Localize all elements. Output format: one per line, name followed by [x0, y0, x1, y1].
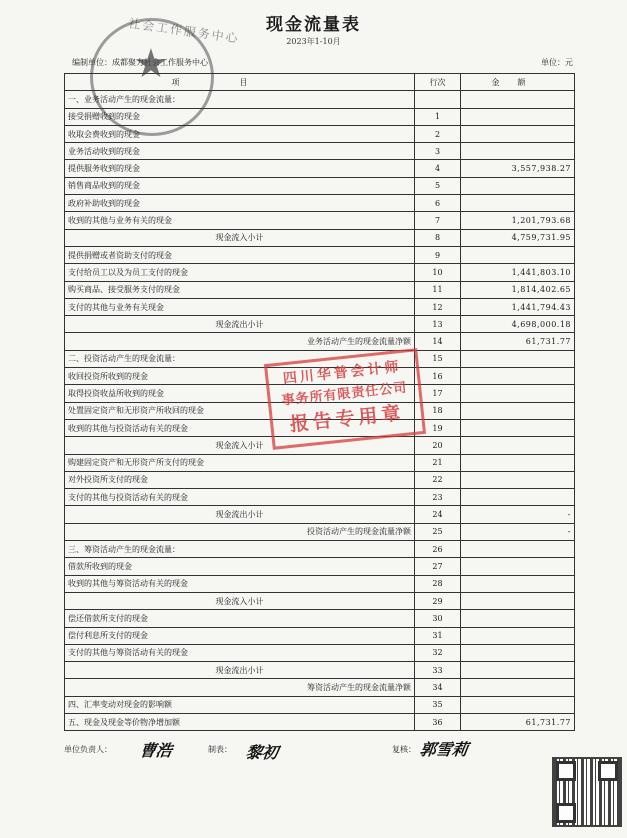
row-item-label: 筹资活动产生的现金流量净额 — [65, 679, 415, 696]
table-row — [65, 627, 575, 644]
row-number: 8 — [415, 229, 461, 246]
row-amount — [461, 644, 575, 661]
row-item-label: 接受捐赠收到的现金 — [65, 108, 415, 125]
table-row — [65, 454, 575, 471]
row-amount — [461, 696, 575, 713]
table-row — [65, 264, 575, 281]
org-seal-text: 社会工作服务中心 — [127, 16, 241, 46]
row-item-label: 现金流出小计 — [65, 662, 415, 679]
row-number: 14 — [415, 333, 461, 350]
table-row — [65, 713, 575, 730]
row-amount — [461, 108, 575, 125]
row-number: 16 — [415, 368, 461, 385]
row-amount: 61,731.77 — [461, 713, 575, 730]
row-item-label: 收取会费收到的现金 — [65, 125, 415, 142]
document-title: 现金流量表 — [266, 15, 361, 35]
row-item-label: 取得投资收益所收到的现金 — [65, 385, 415, 402]
row-number: 24 — [415, 506, 461, 523]
table-row — [65, 489, 575, 506]
row-number: 2 — [415, 125, 461, 142]
row-item-label: 现金流入小计 — [65, 229, 415, 246]
table-header-row — [65, 74, 575, 91]
row-number: 21 — [415, 454, 461, 471]
row-number: 23 — [415, 489, 461, 506]
row-item-label: 提供服务收到的现金 — [65, 160, 415, 177]
row-item-label: 政府补助收到的现金 — [65, 195, 415, 212]
row-number: 12 — [415, 298, 461, 315]
row-item-label: 支付的其他与业务有关现金 — [65, 298, 415, 315]
row-amount — [461, 558, 575, 575]
row-amount — [461, 541, 575, 558]
row-amount — [461, 437, 575, 454]
row-item-label: 业务活动产生的现金流量净额 — [65, 333, 415, 350]
org-name: 编制单位：成都聚力社会工作服务中心 — [72, 58, 208, 67]
row-number: 4 — [415, 160, 461, 177]
reviewer-signature: 郭雪莉 — [418, 740, 470, 759]
row-number: 19 — [415, 419, 461, 436]
report-period: 2023年1-10月 — [286, 37, 341, 46]
row-amount: 4,759,731.95 — [461, 229, 575, 246]
row-number: 7 — [415, 212, 461, 229]
row-amount — [461, 402, 575, 419]
row-item-label: 收到的其他与业务有关的现金 — [65, 212, 415, 229]
row-amount — [461, 195, 575, 212]
audit-seal-line1: 四川华普会计师 — [282, 358, 403, 388]
row-number: 17 — [415, 385, 461, 402]
row-number: 6 — [415, 195, 461, 212]
table-row — [65, 160, 575, 177]
table-row — [65, 195, 575, 212]
row-amount: 1,814,402.65 — [461, 281, 575, 298]
table-row — [65, 679, 575, 696]
table-row — [65, 143, 575, 160]
table-row — [65, 91, 575, 108]
row-item-label: 业务活动收到的现金 — [65, 143, 415, 160]
row-item-label: 支付的其他与筹资活动有关的现金 — [65, 644, 415, 661]
row-amount — [461, 91, 575, 108]
head-label: 单位负责人： — [64, 745, 112, 754]
row-number: 34 — [415, 679, 461, 696]
row-item-label: 支付的其他与投资活动有关的现金 — [65, 489, 415, 506]
column-header-amount: 金额 — [461, 74, 575, 91]
row-amount — [461, 627, 575, 644]
row-amount — [461, 575, 575, 592]
row-amount — [461, 592, 575, 609]
row-amount — [461, 143, 575, 160]
row-item-label: 二、投资活动产生的现金流量： — [65, 350, 415, 367]
row-number: 5 — [415, 177, 461, 194]
preparer-label: 制表： — [208, 745, 232, 754]
row-amount: - — [461, 506, 575, 523]
row-item-label: 现金流出小计 — [65, 506, 415, 523]
table-row — [65, 471, 575, 488]
row-item-label: 购建固定资产和无形资产所支付的现金 — [65, 454, 415, 471]
row-item-label: 支付给员工以及为员工支付的现金 — [65, 264, 415, 281]
row-item-label: 现金流入小计 — [65, 437, 415, 454]
row-amount — [461, 489, 575, 506]
row-number: 1 — [415, 108, 461, 125]
seal-star-icon: ★ — [133, 41, 169, 87]
table-row — [65, 541, 575, 558]
table-row — [65, 696, 575, 713]
row-item-label: 偿付利息所支付的现金 — [65, 627, 415, 644]
row-item-label: 四、汇率变动对现金的影响额 — [65, 696, 415, 713]
row-item-label: 现金流入小计 — [65, 592, 415, 609]
row-number: 33 — [415, 662, 461, 679]
row-item-label: 借款所收到的现金 — [65, 558, 415, 575]
row-amount: 4,698,000.18 — [461, 316, 575, 333]
row-number: 3 — [415, 143, 461, 160]
row-number — [415, 91, 461, 108]
table-row — [65, 558, 575, 575]
row-amount — [461, 246, 575, 263]
table-row — [65, 523, 575, 540]
row-number: 36 — [415, 713, 461, 730]
preparer-signature: 黎初 — [244, 743, 280, 762]
row-item-label: 对外投资所支付的现金 — [65, 471, 415, 488]
row-amount — [461, 350, 575, 367]
table-row — [65, 177, 575, 194]
row-item-label: 投资活动产生的现金流量净额 — [65, 523, 415, 540]
row-item-label: 销售商品收到的现金 — [65, 177, 415, 194]
row-amount — [461, 679, 575, 696]
row-number: 32 — [415, 644, 461, 661]
table-row — [65, 506, 575, 523]
row-number: 18 — [415, 402, 461, 419]
table-row — [65, 125, 575, 142]
row-number: 9 — [415, 246, 461, 263]
row-number: 15 — [415, 350, 461, 367]
row-amount: 1,201,793.68 — [461, 212, 575, 229]
table-row — [65, 316, 575, 333]
row-amount — [461, 471, 575, 488]
row-number: 30 — [415, 610, 461, 627]
reviewer-label: 复核： — [392, 745, 416, 754]
row-number: 13 — [415, 316, 461, 333]
row-amount — [461, 368, 575, 385]
table-row — [65, 298, 575, 315]
table-row — [65, 662, 575, 679]
table-row — [65, 644, 575, 661]
row-item-label: 三、筹资活动产生的现金流量： — [65, 541, 415, 558]
table-row — [65, 592, 575, 609]
row-item-label: 购买商品、接受服务支付的现金 — [65, 281, 415, 298]
row-item-label: 现金流出小计 — [65, 316, 415, 333]
row-number: 28 — [415, 575, 461, 592]
row-amount: 1,441,803.10 — [461, 264, 575, 281]
row-number: 26 — [415, 541, 461, 558]
row-number: 11 — [415, 281, 461, 298]
row-amount — [461, 385, 575, 402]
row-amount: 3,557,938.27 — [461, 160, 575, 177]
row-number: 22 — [415, 471, 461, 488]
row-number: 31 — [415, 627, 461, 644]
table-row — [65, 281, 575, 298]
row-amount — [461, 419, 575, 436]
table-row — [65, 229, 575, 246]
row-item-label: 提供捐赠或者资助支付的现金 — [65, 246, 415, 263]
row-number: 27 — [415, 558, 461, 575]
row-number: 20 — [415, 437, 461, 454]
row-amount — [461, 610, 575, 627]
audit-seal — [264, 348, 426, 450]
row-item-label: 收回投资所收到的现金 — [65, 368, 415, 385]
row-amount — [461, 662, 575, 679]
row-item-label: 收到的其他与筹资活动有关的现金 — [65, 575, 415, 592]
table-row — [65, 108, 575, 125]
currency-unit: 单位：元 — [541, 58, 573, 67]
row-amount — [461, 125, 575, 142]
row-amount: 61,731.77 — [461, 333, 575, 350]
table-row — [65, 246, 575, 263]
row-item-label: 收到的其他与投资活动有关的现金 — [65, 419, 415, 436]
row-amount: 1,441,794.43 — [461, 298, 575, 315]
table-row — [65, 212, 575, 229]
table-row — [65, 333, 575, 350]
column-header-row: 行次 — [415, 74, 461, 91]
row-amount: - — [461, 523, 575, 540]
row-item-label: 一、业务活动产生的现金流量： — [65, 91, 415, 108]
row-number: 25 — [415, 523, 461, 540]
row-number: 10 — [415, 264, 461, 281]
row-amount — [461, 454, 575, 471]
column-header-item: 项目 — [65, 74, 415, 91]
table-row — [65, 575, 575, 592]
row-amount — [461, 177, 575, 194]
qr-code-icon — [552, 757, 622, 827]
row-item-label: 偿还借款所支付的现金 — [65, 610, 415, 627]
row-item-label: 五、现金及现金等价物净增加额 — [65, 713, 415, 730]
audit-seal-line3: 报告专用章 — [288, 401, 406, 436]
audit-seal-line2: 事务所有限责任公司 — [281, 380, 408, 409]
table-row — [65, 610, 575, 627]
row-number: 29 — [415, 592, 461, 609]
row-number: 35 — [415, 696, 461, 713]
row-item-label: 处置固定资产和无形资产所收回的现金 — [65, 402, 415, 419]
head-signature: 曹浩 — [138, 741, 174, 760]
